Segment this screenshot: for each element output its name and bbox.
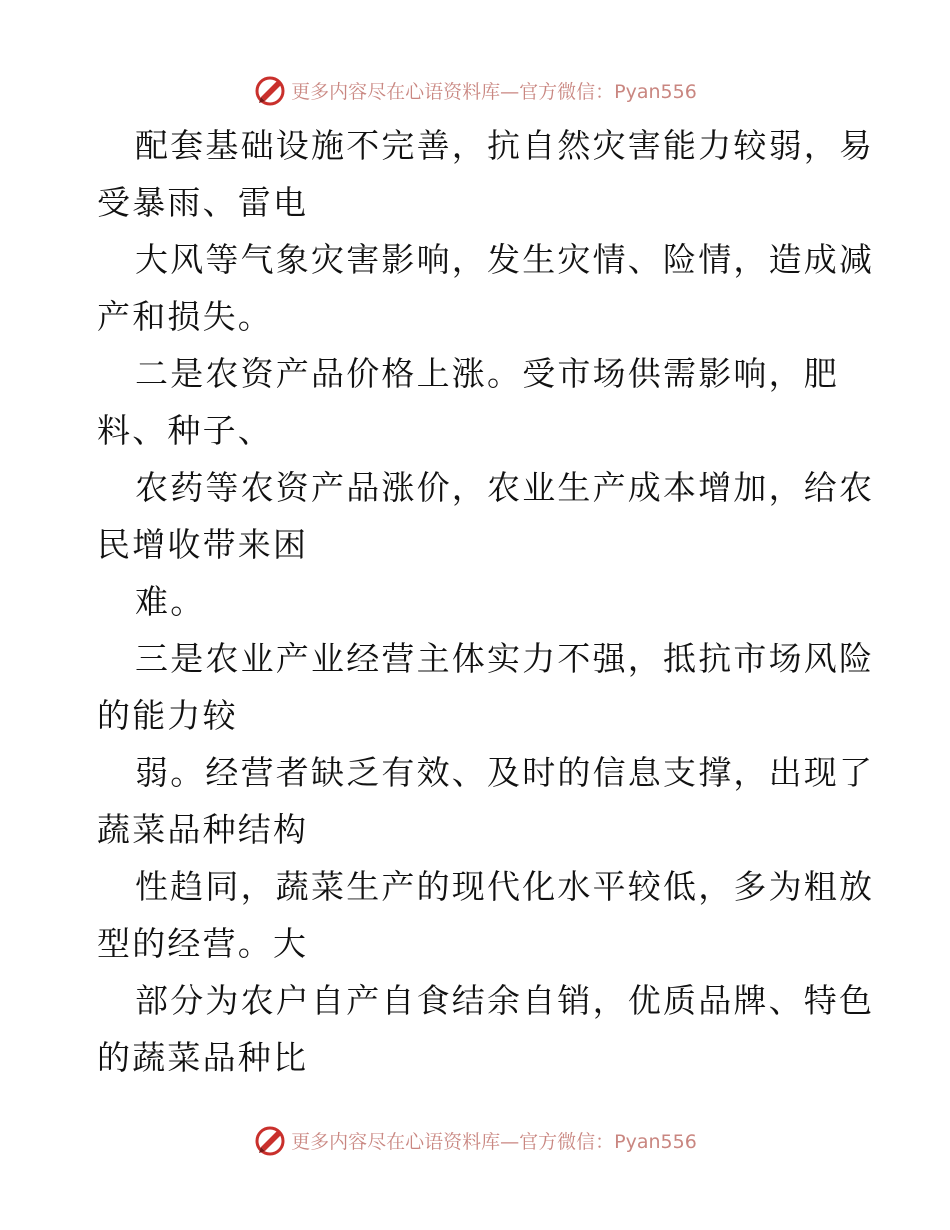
body-line: 弱。经营者缺乏有效、及时的信息支撑，出现了: [135, 753, 875, 792]
body-line: 配套基础设施不完善，抗自然灾害能力较弱，易: [135, 126, 875, 165]
body-line: 性趋同，蔬菜生产的现代化水平较低，多为粗放: [135, 867, 875, 906]
watermark-wechat: Pyan556: [614, 80, 697, 103]
body-line: 三是农业产业经营主体实力不强，抵抗市场风险: [135, 639, 875, 678]
watermark-text: [291, 1127, 697, 1154]
body-line: 的能力较: [97, 696, 238, 735]
body-line: 农药等农资产品涨价，农业生产成本增加，给农: [135, 468, 875, 507]
body-line: 大风等气象灾害影响，发生灾情、险情，造成减: [135, 240, 875, 279]
body-line: 民增收带来困: [97, 525, 309, 564]
body-line: 料、种子、: [97, 411, 273, 450]
pen-logo-icon: [253, 73, 287, 107]
document-body: [97, 117, 875, 1086]
footer-watermark: [0, 1120, 950, 1160]
body-line: 产和损失。: [97, 297, 273, 336]
body-line: 型的经营。大: [97, 924, 309, 963]
watermark-label: 更多内容尽在心语资料库—官方微信：: [291, 1130, 615, 1153]
body-line: 受暴雨、雷电: [97, 183, 309, 222]
watermark-text: [291, 77, 697, 104]
body-line: 蔬菜品种结构: [97, 810, 309, 849]
body-line: 二是农资产品价格上涨。受市场供需影响，肥: [135, 354, 839, 393]
body-line: 部分为农户自产自食结余自销，优质品牌、特色: [135, 981, 875, 1020]
body-line: 难。: [135, 582, 206, 621]
watermark-label: 更多内容尽在心语资料库—官方微信：: [291, 80, 615, 103]
pen-logo-icon: [253, 1123, 287, 1157]
body-line: 的蔬菜品种比: [97, 1038, 309, 1077]
header-watermark: [0, 70, 950, 110]
watermark-wechat: Pyan556: [614, 1130, 697, 1153]
